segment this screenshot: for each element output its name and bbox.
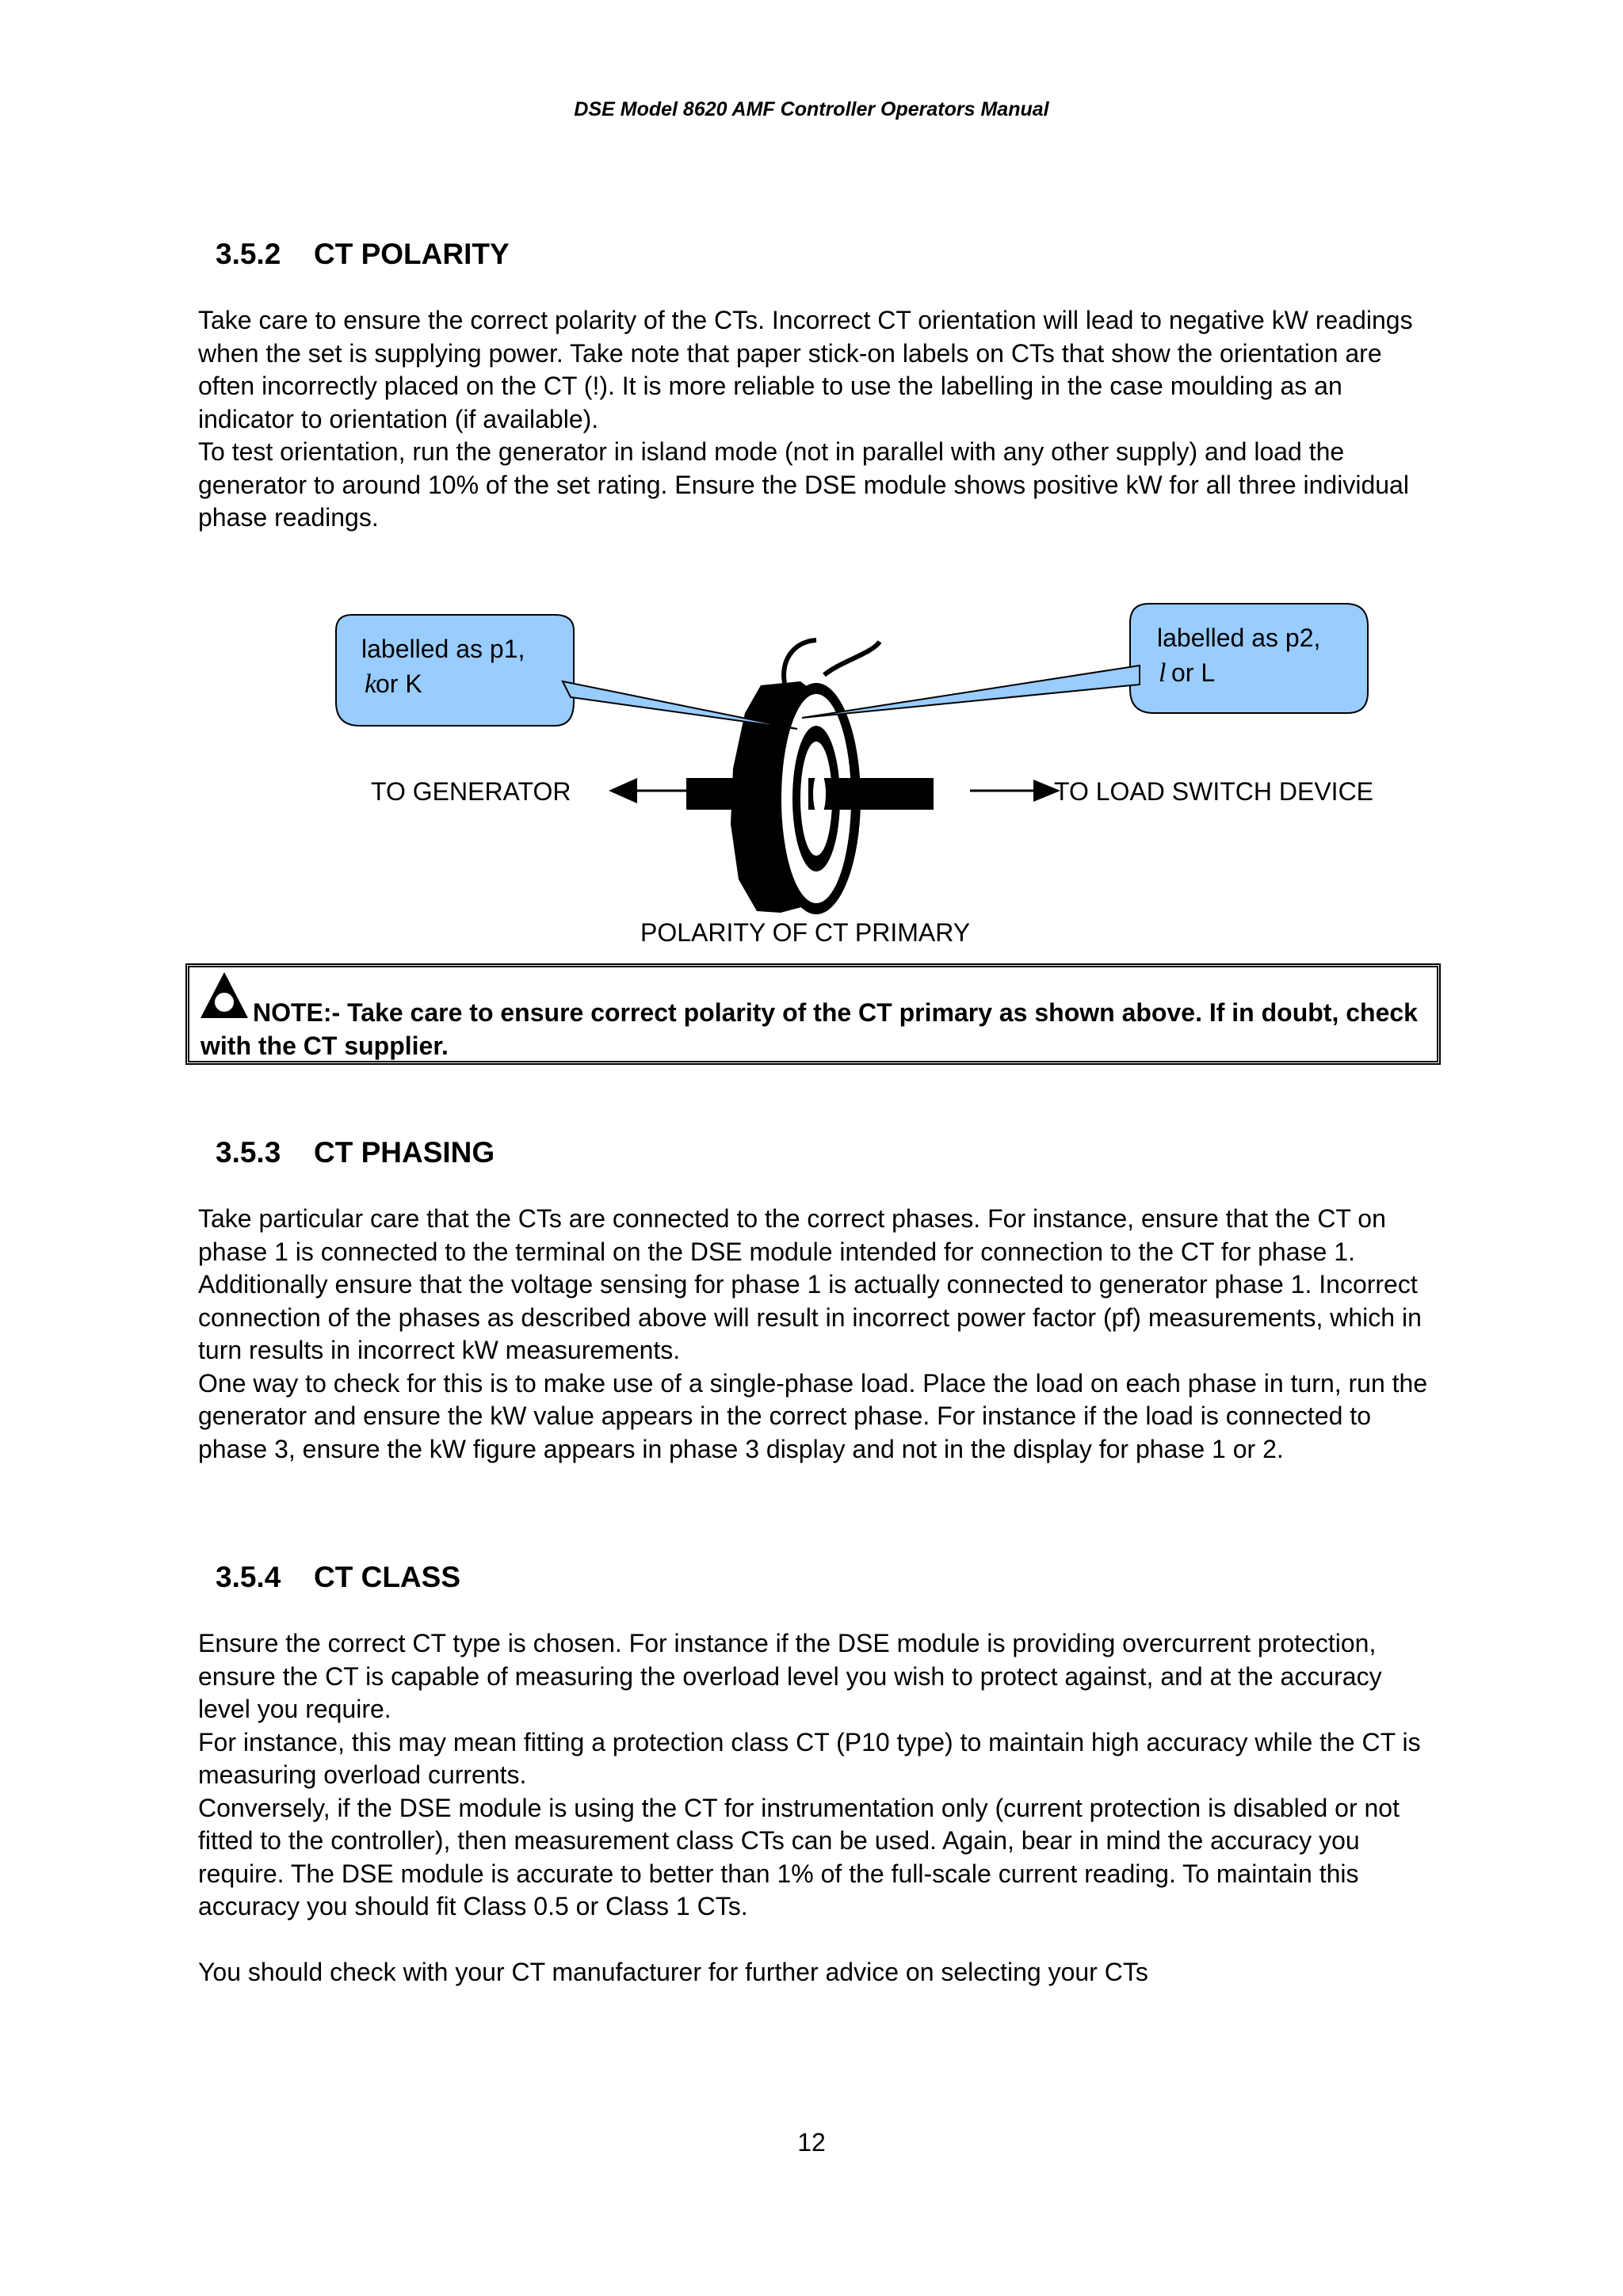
note-box: [185, 963, 1441, 1065]
paragraph: To test orientation, run the generator in island mode (not in parallel with any other supply) and load the generator to around 10% of the set rating. Ensure the DSE module shows positive kW for all three individual phase readings.: [198, 437, 1409, 532]
callout-left-line1: labelled as p1,: [361, 635, 525, 663]
section-body-ct-class: [198, 1627, 1434, 1989]
section-heading-ct-class: [216, 1561, 460, 1594]
ct-hole-highlight: [813, 772, 826, 816]
callout-right-pointer: [802, 666, 1140, 718]
secondary-lead-1: [784, 640, 816, 683]
callout-right-glyph: l: [1159, 658, 1167, 688]
section-body-ct-polarity: [198, 304, 1434, 535]
paragraph: One way to check for this is to make use of a single-phase load. Place the load on each phase in turn, run the generator and ensure the kW value appears in the correct phase. For instance if the load is connected to phase 3, ensure the kW figure appears in phase 3 display and not in the display for phase 1 or 2.: [198, 1368, 1428, 1463]
section-title: CT POLARITY: [314, 238, 510, 270]
section-number: 3.5.2: [216, 238, 281, 270]
section-number: 3.5.4: [216, 1561, 281, 1593]
callout-left-glyph: k: [365, 669, 377, 699]
paragraph: Additionally ensure that the voltage sensing for phase 1 is actually connected to generator phase 1. Incorrect connection of the phases as described above will result in incorrect power factor (pf) measurements, which in turn results in incorrect kW measurements.: [198, 1270, 1422, 1364]
paragraph: Ensure the correct CT type is chosen. For instance if the DSE module is providing overcurrent protection, ensure the CT is capable of measuring the overload level you wish to protect against, and at the accuracy level you require.: [198, 1629, 1382, 1723]
label-to-load-switch: TO LOAD SWITCH DEVICE: [1054, 777, 1374, 806]
diagram-caption: POLARITY OF CT PRIMARY: [640, 918, 971, 947]
section-heading-ct-phasing: [216, 1136, 495, 1169]
arrow-to-generator-head: [609, 778, 637, 803]
closing-paragraph: You should check with your CT manufacturer for further advice on selecting your CTs: [198, 1957, 1148, 1986]
section-heading-ct-polarity: [216, 238, 510, 271]
section-title: CT CLASS: [314, 1561, 460, 1593]
running-header: DSE Model 8620 AMF Controller Operators Manual: [574, 98, 1049, 120]
callout-right-line2: or L: [1171, 658, 1216, 687]
paragraph: Take care to ensure the correct polarity of the CTs. Incorrect CT orientation will lead to negative kW readings when the set is supplying power. Take note that paper stick-on labels on CTs that show the orientation are often incorrectly placed on the CT (!). It is more reliable to use the labelling in the case moulding as an indicator to orientation (if available).: [198, 306, 1413, 433]
page-number: 12: [797, 2128, 826, 2157]
callout-right-line1: labelled as p2,: [1157, 624, 1321, 652]
paragraph: Take particular care that the CTs are connected to the correct phases. For instance, ensure that the CT on phase 1 is connected to the terminal on the DSE module intended for connection to the CT for phase 1.: [198, 1204, 1386, 1266]
paragraph: For instance, this may mean fitting a protection class CT (P10 type) to maintain high accuracy while the CT is measuring overload currents.: [198, 1727, 1421, 1789]
callout-left-line2: or K: [376, 669, 422, 698]
note-text-block: [200, 996, 1421, 1062]
ct-polarity-diagram: [0, 586, 1623, 967]
ct-diagram-svg: [0, 586, 1623, 967]
note-label: NOTE:-: [253, 998, 341, 1027]
section-title: CT PHASING: [314, 1136, 495, 1169]
note-body: Take care to ensure correct polarity of the CT primary as shown above. If in doubt, check with the CT supplier.: [200, 998, 1418, 1060]
label-to-generator: TO GENERATOR: [371, 777, 571, 806]
section-number: 3.5.3: [216, 1136, 281, 1169]
paragraph: Conversely, if the DSE module is using the CT for instrumentation only (current protection is disabled or not fitted to the controller), then measurement class CTs can be used. Again, bear in mind the accuracy you require. The DSE module is accurate to better than 1% of the full-scale current reading. To maintain this accuracy you should fit Class 0.5 or Class 1 CTs.: [198, 1793, 1400, 1920]
secondary-lead-2: [824, 642, 880, 675]
section-body-ct-phasing: [198, 1203, 1434, 1466]
